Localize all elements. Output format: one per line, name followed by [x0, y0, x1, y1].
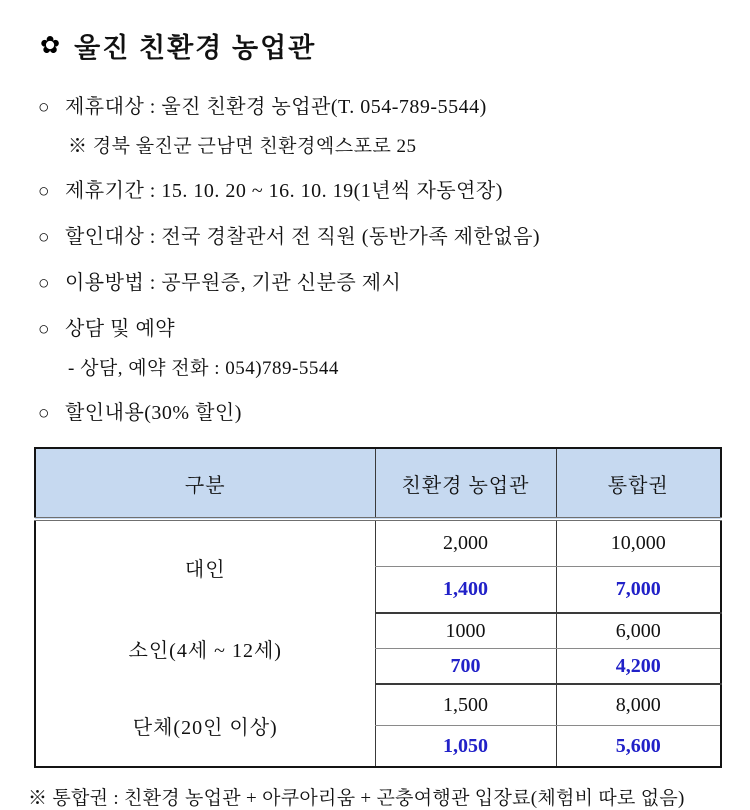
info-list — [38, 95, 722, 426]
page-title — [40, 26, 722, 65]
table-cell-discount-price: 4,200 — [556, 649, 721, 685]
list-item-phone: - 상담, 예약 전화 : 054)789-5544 — [68, 358, 339, 379]
table-row-group-normal — [35, 684, 721, 726]
table-cell-category: 소인(4세 ~ 12세) — [128, 640, 282, 662]
list-item-target — [38, 225, 722, 250]
table-cell-discount-price: 1,400 — [375, 567, 556, 614]
table-header-combo: 통합권 — [556, 448, 721, 519]
table-cell-price: 10,000 — [556, 519, 721, 567]
table-cell-price: 8,000 — [556, 684, 721, 726]
table-cell-price: 1000 — [375, 613, 556, 649]
table-cell-discount-price: 5,600 — [556, 726, 721, 768]
list-item-text: 제휴대상 : 울진 친환경 농업관(T. 054-789-5544) — [64, 96, 487, 118]
list-item-text: 이용방법 : 공무원증, 기관 신분증 제시 — [64, 272, 402, 294]
list-item-period — [38, 179, 722, 204]
table-cell-price: 2,000 — [375, 519, 556, 567]
table-row-adult-normal — [35, 519, 721, 567]
table-cell-discount-price: 1,050 — [375, 726, 556, 768]
list-item-partner — [38, 95, 722, 120]
table-cell-category: 단체(20인 이상) — [132, 716, 278, 739]
circle-bullet-icon: ○ — [38, 181, 50, 202]
list-item-discount — [38, 401, 722, 426]
table-cell-discount-price: 700 — [375, 649, 556, 685]
list-item-text: 제휴기간 : 15. 10. 20 ~ 16. 10. 19(1년씩 자동연장) — [64, 180, 503, 202]
price-table — [34, 447, 722, 768]
list-item-reservation — [38, 317, 722, 342]
circle-bullet-icon: ○ — [38, 227, 50, 248]
circle-bullet-icon: ○ — [38, 319, 50, 340]
table-cell-price: 6,000 — [556, 613, 721, 649]
flower-icon: ✿ — [40, 32, 61, 59]
table-cell-discount-price: 7,000 — [556, 567, 721, 614]
table-cell-price: 1,500 — [375, 684, 556, 726]
list-item-text: 할인대상 : 전국 경찰관서 전 직원 (동반가족 제한없음) — [64, 226, 541, 248]
table-row-child-normal — [35, 613, 721, 649]
circle-bullet-icon: ○ — [38, 273, 50, 294]
combo-ticket-note: ※ 통합권 : 친환경 농업관 + 아쿠아리움 + 곤충여행관 입장료(체험비 따로 없음) — [28, 788, 685, 809]
page-title-text: 울진 친환경 농업관 — [74, 33, 317, 63]
list-item-text: 상담 및 예약 — [64, 318, 176, 340]
table-header-category: 구분 — [35, 448, 375, 519]
circle-bullet-icon: ○ — [38, 403, 50, 424]
table-header-row — [35, 448, 721, 519]
list-item-method — [38, 271, 722, 296]
circle-bullet-icon: ○ — [38, 97, 50, 118]
list-item-text: 할인내용(30% 할인) — [64, 402, 242, 424]
list-item-address: ※ 경북 울진군 근남면 친환경엑스포로 25 — [68, 136, 417, 157]
table-header-agripark: 친환경 농업관 — [375, 448, 556, 519]
table-cell-category: 대인 — [184, 558, 226, 581]
